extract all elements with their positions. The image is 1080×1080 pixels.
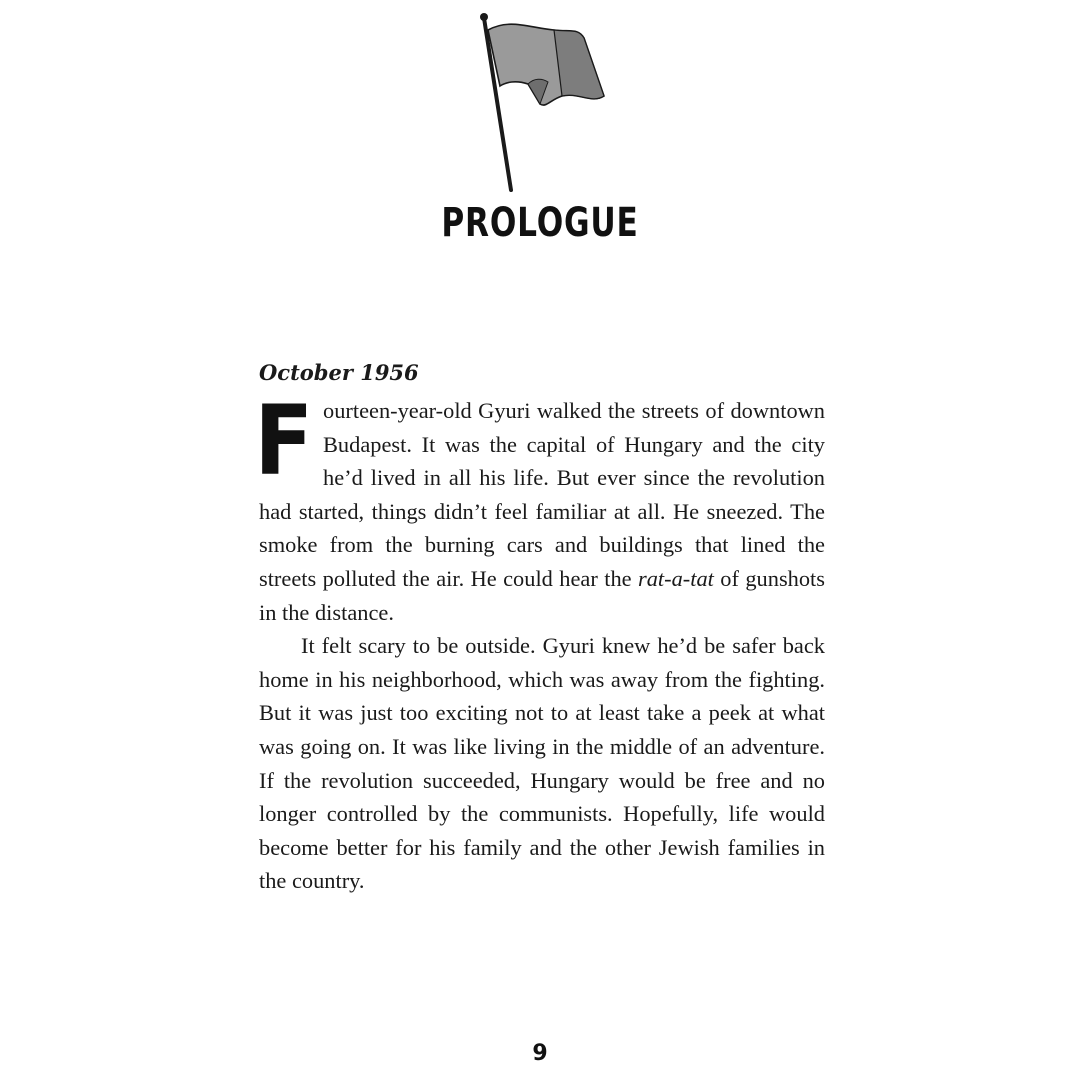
paragraph-1 (254, 385, 825, 629)
paragraph-1-text: ourteen-year-old Gyuri walked the streets of downtown Budapest. It was the capital of Hungary and the city he’d lived in all his life. But ever since the revolution had started, things didn’t feel familiar at all. He sneezed. The smoke from the burning cars and buildings that lined the streets polluted the air. He could hear the (259, 398, 825, 591)
paragraph-2: It felt scary to be outside. Gyuri knew he’d be safer back home in his neighborhood, which was away from the fighting. But it was just too exciting not to at least take a peek at what was going on. It was like living in the middle of an adventure. If the revolution succeeded, Hungary would be free and no longer controlled by the communists. Hopefully, life would become better for his family and the other Jewish families in the country. (259, 633, 825, 894)
dateline: October 1956 (259, 360, 419, 385)
paragraph-1-emphasis: rat-a-tat (638, 565, 714, 591)
page-number: 9 (532, 1041, 548, 1066)
paragraph-1-tail: of gunshots in the distance. (259, 565, 825, 625)
flag-icon (470, 8, 610, 198)
chapter-title: PROLOGUE (441, 200, 639, 246)
drop-cap: F (254, 385, 314, 497)
chapter-body (254, 356, 825, 898)
